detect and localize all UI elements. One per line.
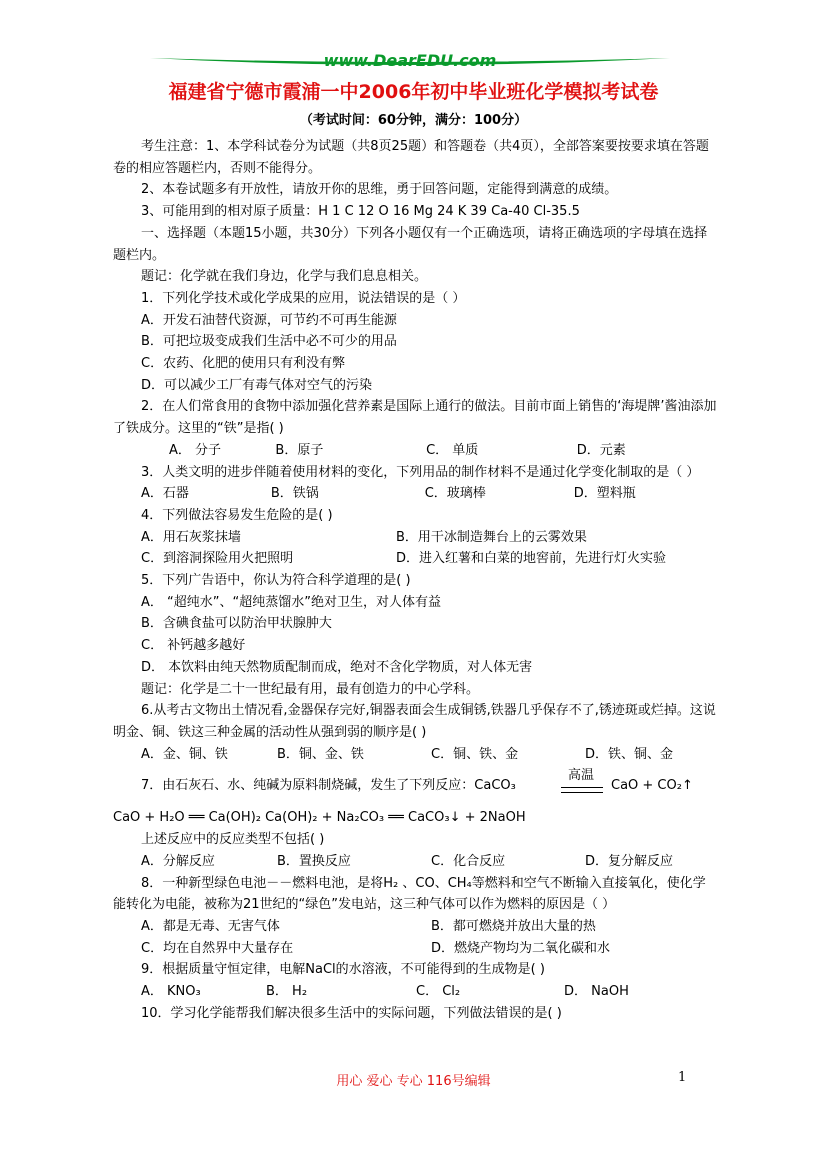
q4-option-a: A．用石灰浆抹墙 bbox=[141, 529, 241, 545]
topic-note: 题记：化学就在我们身边，化学与我们息息相关。 bbox=[141, 269, 428, 285]
q5-option-b: B．含碘食盐可以防治甲状腺肿大 bbox=[141, 616, 332, 632]
q9-option-d: D． NaOH bbox=[564, 984, 629, 1000]
q2-options bbox=[113, 440, 718, 462]
q2-option-a: A． 分子 bbox=[169, 442, 222, 458]
q3-option-d: D．塑料瓶 bbox=[573, 486, 636, 502]
q5-option-c: C． 补钙越多越好 bbox=[141, 638, 246, 654]
q7-options bbox=[113, 851, 718, 873]
q6-option-a: A．金、铜、铁 bbox=[141, 746, 228, 762]
q9-option-a: A． KNO₃ bbox=[141, 984, 201, 1000]
q7-products: CaO + CO₂↑ bbox=[611, 778, 693, 794]
q8-option-d: D．燃烧产物均为二氧化碳和水 bbox=[431, 940, 611, 956]
q7-option-b: B．置换反应 bbox=[277, 853, 351, 869]
q5-option-a: A． “超纯水”、“超纯蒸馏水”绝对卫生，对人体有益 bbox=[141, 594, 441, 610]
q8-option-a: A．都是无毒、无害气体 bbox=[141, 918, 280, 934]
q2-option-d: D．元素 bbox=[576, 442, 626, 458]
site-url: www.DearEDU.com bbox=[323, 51, 497, 70]
q6-options bbox=[113, 744, 718, 766]
q8-option-c: C．均在自然界中大量存在 bbox=[141, 940, 294, 956]
question-5: 5．下列广告语中，你认为符合科学道理的是( ) bbox=[141, 573, 411, 589]
q6-option-d: D．铁、铜、金 bbox=[585, 746, 674, 762]
exam-body bbox=[113, 136, 718, 1024]
page-title: 福建省宁德市霞浦一中2006年初中毕业班化学模拟考试卷 bbox=[168, 81, 659, 103]
question-4: 4．下列做法容易发生危险的是( ) bbox=[141, 507, 333, 523]
q7-subquestion: 上述反应中的反应类型不包括( ) bbox=[141, 832, 325, 848]
q3-options bbox=[113, 483, 718, 505]
question-2: 2．在人们常食用的食物中添加强化营养素是国际上通行的做法。目前市面上销售的‘海堤牌’酱油添加了铁成分。这里的“铁”是指( ) bbox=[113, 399, 717, 437]
topic-note-2: 题记：化学是二十一世纪最有用，最有创造力的中心学科。 bbox=[141, 681, 480, 697]
note-3: 3、可能用到的相对原子质量：H 1 C 12 O 16 Mg 24 K 39 Ca-40 Cl-35.5 bbox=[141, 204, 580, 220]
page-number: 1 bbox=[678, 1070, 687, 1085]
site-banner bbox=[150, 50, 670, 74]
q4-option-d: D．进入红薯和白菜的地窖前，先进行灯火实验 bbox=[396, 551, 667, 567]
q1-option-a: A．开发石油替代资源，可节约不可再生能源 bbox=[141, 312, 397, 328]
q7-option-d: D．复分解反应 bbox=[585, 853, 674, 869]
q8-option-b: B．都可燃烧并放出大量的热 bbox=[431, 918, 596, 934]
q2-option-c: C． 单质 bbox=[426, 442, 479, 458]
question-8: 8．一种新型绿色电池－－燃料电池，是将H₂ 、CO、CH₄等燃料和空气不断输入直接氧化，使化学能转化为电能，被称为21世纪的“绿色”发电站，这三种气体可以作为燃料的原因是（ ） bbox=[113, 875, 706, 913]
page-footer: 用心 爱心 专心 116号编辑 bbox=[336, 1074, 491, 1089]
note-2: 2、本卷试题多有开放性，请放开你的思维，勇于回答问题，定能得到满意的成绩。 bbox=[141, 182, 618, 198]
q7-condition: 高温 bbox=[568, 768, 595, 784]
q3-option-b: B．铁锅 bbox=[270, 486, 319, 502]
q3-option-c: C．玻璃棒 bbox=[424, 486, 486, 502]
q4-options-row1 bbox=[113, 527, 718, 549]
q7-option-a: A．分解反应 bbox=[141, 853, 215, 869]
q5-option-d: D． 本饮料由纯天然物质配制而成，绝对不含化学物质，对人体无害 bbox=[141, 659, 533, 675]
question-7-line bbox=[113, 765, 718, 803]
q9-options bbox=[113, 981, 718, 1003]
q4-option-c: C．到溶洞探险用火把照明 bbox=[141, 551, 294, 567]
question-6: 6.从考古文物出土情况看,金器保存完好,铜器表面会生成铜锈,铁器几乎保存不了,锈迹斑或烂掉。这说明金、铜、铁这三种金属的活动性从强到弱的顺序是( ) bbox=[113, 703, 716, 740]
q1-option-b: B．可把垃圾变成我们生活中必不可少的用品 bbox=[141, 334, 397, 350]
q6-option-c: C．铜、铁、金 bbox=[431, 746, 519, 762]
q8-options-row2 bbox=[113, 938, 718, 960]
q1-option-c: C．农药、化肥的使用只有利没有弊 bbox=[141, 356, 346, 372]
question-3: 3．人类文明的进步伴随着使用材料的变化，下列用品的制作材料不是通过化学变化制取的是（ ） bbox=[141, 464, 700, 480]
section-heading: 一、选择题（本题15小题，共30分）下列各小题仅有一个正确选项，请将正确选项的字母填在选择题栏内。 bbox=[113, 225, 708, 263]
q7-option-c: C．化合反应 bbox=[431, 853, 506, 869]
question-7: 7．由石灰石、水、纯碱为原料制烧碱，发生了下列反应：CaCO₃ bbox=[141, 778, 516, 794]
q9-option-b: B． H₂ bbox=[266, 984, 308, 1000]
q7-equals-sign bbox=[561, 787, 603, 793]
q4-options-row2 bbox=[113, 548, 718, 570]
q2-option-b: B．原子 bbox=[275, 442, 324, 458]
question-1: 1．下列化学技术或化学成果的应用，说法错误的是（ ） bbox=[141, 290, 466, 306]
q6-option-b: B．铜、金、铁 bbox=[277, 746, 364, 762]
note-1: 考生注意：1、本学科试卷分为试题（共8页25题）和答题卷（共4页），全部答案要按要求填在答题卷的相应答题栏内，否则不能得分。 bbox=[113, 139, 709, 176]
q7-equations: CaO + H₂O ══ Ca(OH)₂ Ca(OH)₂ + Na₂CO₃ ══ CaCO₃↓ + 2NaOH bbox=[113, 810, 526, 826]
q4-option-b: B．用干冰制造舞台上的云雾效果 bbox=[396, 529, 587, 545]
q1-option-d: D．可以减少工厂有毒气体对空气的污染 bbox=[141, 377, 373, 393]
q3-option-a: A．石器 bbox=[141, 486, 189, 502]
question-9: 9．根据质量守恒定律，电解NaCl的水溶液，不可能得到的生成物是( ) bbox=[141, 962, 545, 978]
question-10: 10．学习化学能帮我们解决很多生活中的实际问题，下列做法错误的是( ) bbox=[141, 1005, 562, 1021]
q8-options-row1 bbox=[113, 916, 718, 938]
exam-time-info: （考试时间：60分钟，满分：100分） bbox=[299, 113, 528, 128]
q9-option-c: C． Cl₂ bbox=[416, 984, 461, 1000]
